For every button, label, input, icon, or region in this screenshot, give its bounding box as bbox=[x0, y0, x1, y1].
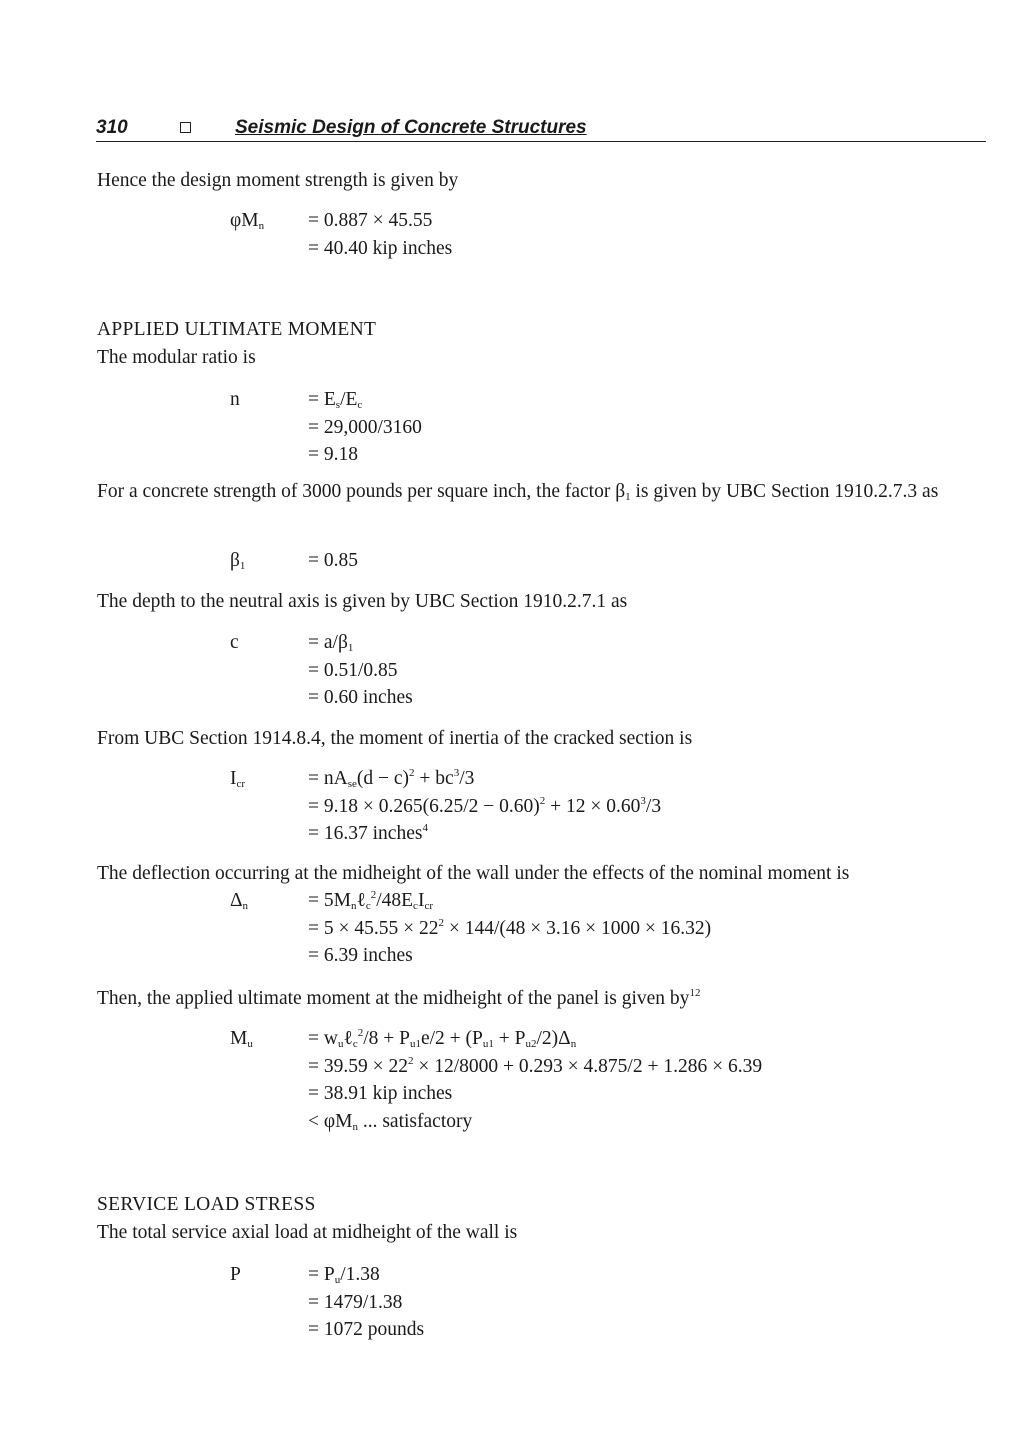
equation-line: = 0.51/0.85 bbox=[308, 659, 398, 681]
equation-lines bbox=[308, 547, 358, 575]
equation-symbol: c bbox=[230, 632, 239, 653]
intro-paragraph: Hence the design moment strength is given by bbox=[97, 170, 459, 191]
book-title: Seismic Design of Concrete Structures bbox=[235, 117, 587, 138]
equation-line: = $5 \times 45.55 \times 22^2 \times 144/(48 \times 3.16 \times 1000 \times 16.32)$ bbox=[308, 916, 712, 939]
equation-line: = 0.60 inches bbox=[308, 687, 413, 708]
equation-symbol: $\beta_1$ bbox=[230, 550, 246, 572]
running-head bbox=[96, 117, 986, 142]
equation-line: = $w_u\ell_c^2/8 + P_{u1}e/2 + (P_{u1} + P_{u2}/2)\Delta_n$ bbox=[308, 1027, 577, 1050]
equation-line: < $\varphi M_n$ ... satisfactory bbox=[308, 1110, 473, 1133]
equation-line: = 6.39 inches bbox=[308, 945, 413, 966]
section-heading-applied-ultimate-moment: APPLIED ULTIMATE MOMENT bbox=[97, 319, 377, 340]
section-heading-service-load-stress: SERVICE LOAD STRESS bbox=[97, 1194, 316, 1215]
square-bullet-icon bbox=[180, 122, 191, 133]
equation-symbol: $\varphi M_n$ bbox=[230, 210, 265, 232]
equation-symbol: P bbox=[230, 1264, 241, 1285]
equation-lines bbox=[308, 1261, 424, 1344]
equation-line: = 29,000/3160 bbox=[308, 416, 422, 438]
equation-symbol: $\Delta_n$ bbox=[230, 890, 249, 912]
equation-line: = $9.18 \times 0.265(6.25/2 - 0.60)^2 + 12 \times 0.60^3/3$ bbox=[308, 794, 662, 817]
equation-symbol: $M_u$ bbox=[230, 1028, 253, 1050]
equation-line: = $nA_{se}(d - c)^2 + bc^3/3$ bbox=[308, 767, 475, 790]
equation-lines bbox=[308, 887, 711, 970]
equation-line: = $39.59 \times 22^2 \times 12/8000 + 0.293 \times 4.875/2 + 1.286 \times 6.39$ bbox=[308, 1054, 763, 1077]
equation-line: = 1479/1.38 bbox=[308, 1291, 403, 1313]
equation-line: = 16.37 inches$^4$ bbox=[308, 822, 428, 844]
ultimate-moment-paragraph: Then, the applied ultimate moment at the midheight of the panel is given $by^{12}$ bbox=[97, 987, 701, 1009]
equation-line: = 0.887 × 45.55 bbox=[308, 210, 433, 231]
page-number: 310 bbox=[96, 117, 128, 138]
equation-line: = 40.40 kip inches bbox=[308, 237, 453, 259]
equation-line: = 9.18 bbox=[308, 444, 358, 465]
equation-line: = $a/\beta_1$ bbox=[308, 632, 354, 654]
equation-line: = $5M_n\ell_c^2/48E_cI_{cr}$ bbox=[308, 889, 433, 912]
equation-lines bbox=[308, 207, 452, 262]
equation-lines bbox=[308, 765, 661, 848]
equation-line: = 38.91 kip inches bbox=[308, 1083, 453, 1104]
beta-paragraph: For a concrete strength of 3000 pounds per square inch, the factor $\beta_1$ is given by UBC Section 1910.2.7.3 as bbox=[97, 481, 939, 503]
equation-lines bbox=[308, 1025, 762, 1135]
deflection-paragraph: The deflection occurring at the midheight of the wall under the effects of the nominal moment is bbox=[97, 863, 850, 884]
equation-symbol: n bbox=[230, 389, 240, 410]
equation-line: = $P_u/1.38$ bbox=[308, 1264, 380, 1286]
equation-line: = 0.85 bbox=[308, 550, 358, 571]
equation-symbol: $I_{cr}$ bbox=[230, 768, 246, 790]
modular-ratio-paragraph: The modular ratio is bbox=[97, 347, 256, 368]
equation-lines bbox=[308, 629, 413, 712]
neutral-axis-paragraph: The depth to the neutral axis is given by UBC Section 1910.2.7.1 as bbox=[97, 591, 628, 612]
equation-line: = 1072 pounds bbox=[308, 1319, 425, 1340]
cracked-inertia-paragraph: From UBC Section 1914.8.4, the moment of inertia of the cracked section is bbox=[97, 728, 693, 749]
service-axial-paragraph: The total service axial load at midheight of the wall is bbox=[97, 1222, 518, 1243]
equation-lines bbox=[308, 386, 422, 469]
equation-line: = $E_s/E_c$ bbox=[308, 389, 363, 411]
